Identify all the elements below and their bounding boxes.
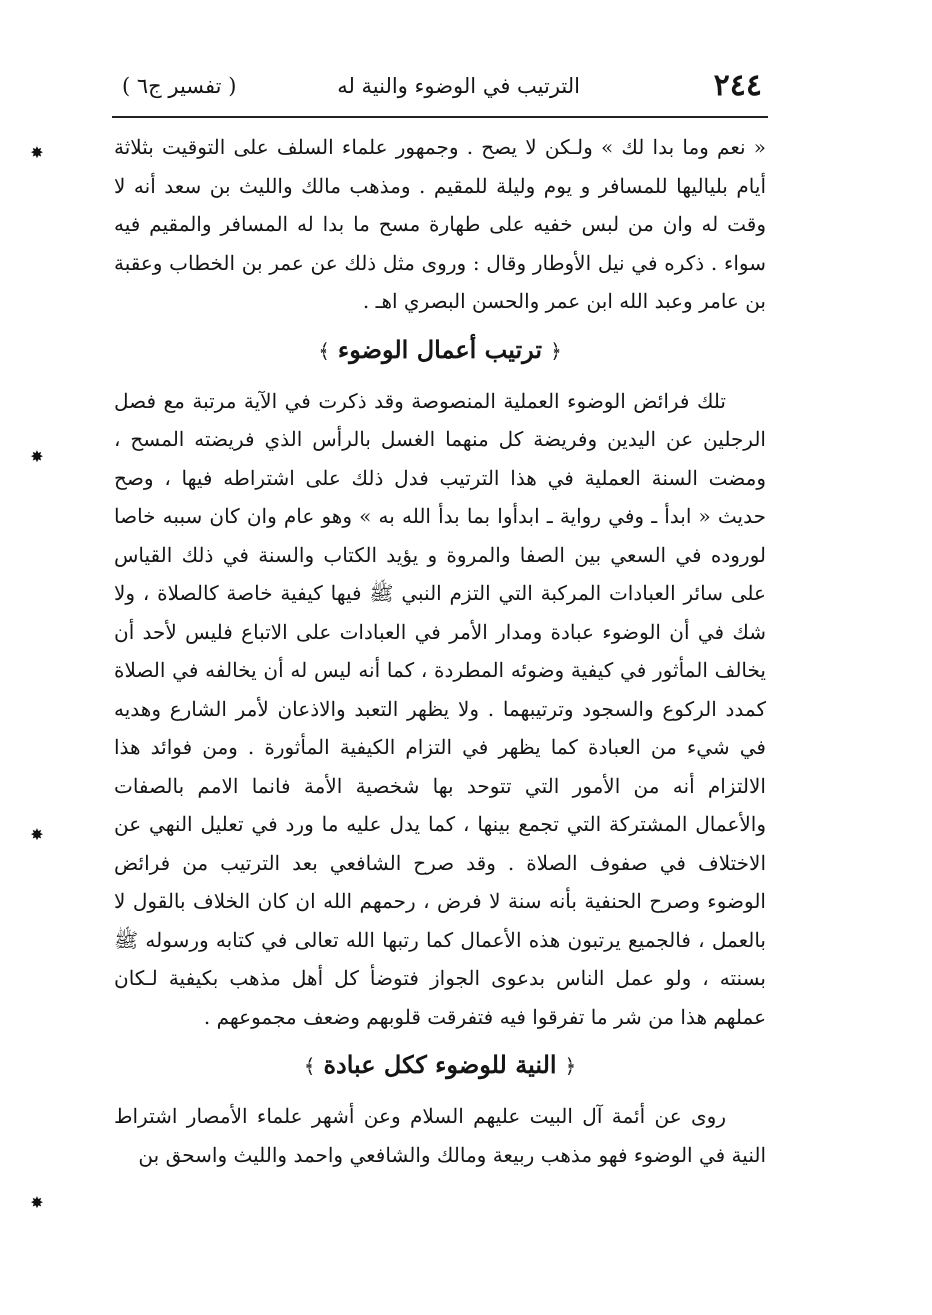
margin-mark-icon: ✸: [30, 1193, 44, 1212]
paragraph-3: روى عن أئمة آل البيت عليهم السلام وعن أشهر علماء الأمصار اشتراط النية في الوضوء فهو مذهب ربيعة ومالك والشافعي واحمد والليث واسحق بن: [114, 1104, 766, 1167]
body-text: [114, 128, 766, 1174]
heading-bracket-close: ﴾: [318, 338, 330, 363]
heading-bracket-open: ﴿: [564, 1054, 577, 1078]
heading-text-order: ترتيب أعمال الوضوء: [337, 334, 543, 364]
heading-bracket-open: ﴿: [550, 338, 562, 363]
heading-text-intention: النية للوضوء ككل عبادة: [323, 1050, 557, 1079]
margin-mark-icon: ✸: [30, 447, 44, 466]
page-header: [110, 66, 770, 114]
heading-bracket-close: ﴾: [303, 1054, 316, 1078]
margin-mark-icon: ✸: [30, 143, 44, 162]
book-reference: ( تفسير ج٦ ): [122, 74, 237, 98]
section-heading-intention: [114, 1044, 766, 1087]
paragraph-1: « نعم وما بدا لك » ولـكن لا يصح . وجمهور علماء السلف على التوقيت بثلاثة أيام بلياليها للمسافر و يوم وليلة للمقيم . ومذهب مالك والليث بن سعد أنه لا وقت له وان من لبس خفيه على طهارة مسح ما بدا له المسافر والمقيم فيه سواء . ذكره في نيل الأوطار وقال : وروى مثل ذلك عن عمر بن الخطاب وعقبة بن عامر وعبد الله ابن عمر والحسن البصري اهـ .: [114, 135, 766, 313]
running-title: الترتيب في الوضوء والنية له: [337, 74, 580, 98]
page-number: ٢٤٤: [713, 68, 762, 103]
header-rule: [112, 116, 768, 118]
paragraph-2: تلك فرائض الوضوء العملية المنصوصة وقد ذكرت في الآية مرتبة مع فصل الرجلين عن اليدين وفريضة كل منهما الغسل بالرأس الذي فريضته المسح ، ومضت السنة العملية في هذا الترتيب فدل ذلك على اشتراطه فيها ، وصح حديث « ابدأ ـ وفي رواية ـ ابدأوا بما بدأ الله به » وهو عام وان كان سببه خاصا لوروده في السعي بين الصفا والمروة و يؤيد الكتاب والسنة في ذلك القياس على سائر العبادات المركبة التي التزم النبي ﷺ فيها كيفية خاصة كالصلاة ، ولا شك في أن الوضوء عبادة ومدار الأمر في العبادات على الاتباع فليس لأحد أن يخالف المأثور في كيفية وضوئه المطردة ، كما أنه ليس له أن يخالفه في الصلاة كمدد الركوع والسجود وترتيبهما . ولا يظهر التعبد والاذعان لأمر الشارع وهديه في شيء من العبادة كما يظهر في التزام الكيفية المأثورة . ومن فوائد هذا الالتزام أنه من الأمور التي تتوحد بها شخصية الأمة فانما الامم بالصفات والأعمال المشتركة التي تجمع بينها ، كما يدل عليه ما ورد في تعليل النهي عن الاختلاف في صفوف الصلاة . وقد صرح الشافعي بعد الترتيب من فرائض الوضوء وصرح الحنفية بأنه سنة لا فرض ، رحمهم الله ان كان الخلاف بالقول لا بالعمل ، فالجميع يرتبون هذه الأعمال كما رتبها الله تعالى في كتابه ورسوله ﷺ بسنته ، ولو عمل الناس بدعوى الجواز فتوضأ كل أهل مذهب بكيفية لـكان عملهم هذا من شر ما تفرقوا فيه فتفرقت قلوبهم وضعف مجموعهم .: [114, 388, 767, 1029]
margin-mark-icon: ✸: [30, 825, 44, 844]
section-heading-order: [114, 329, 766, 372]
